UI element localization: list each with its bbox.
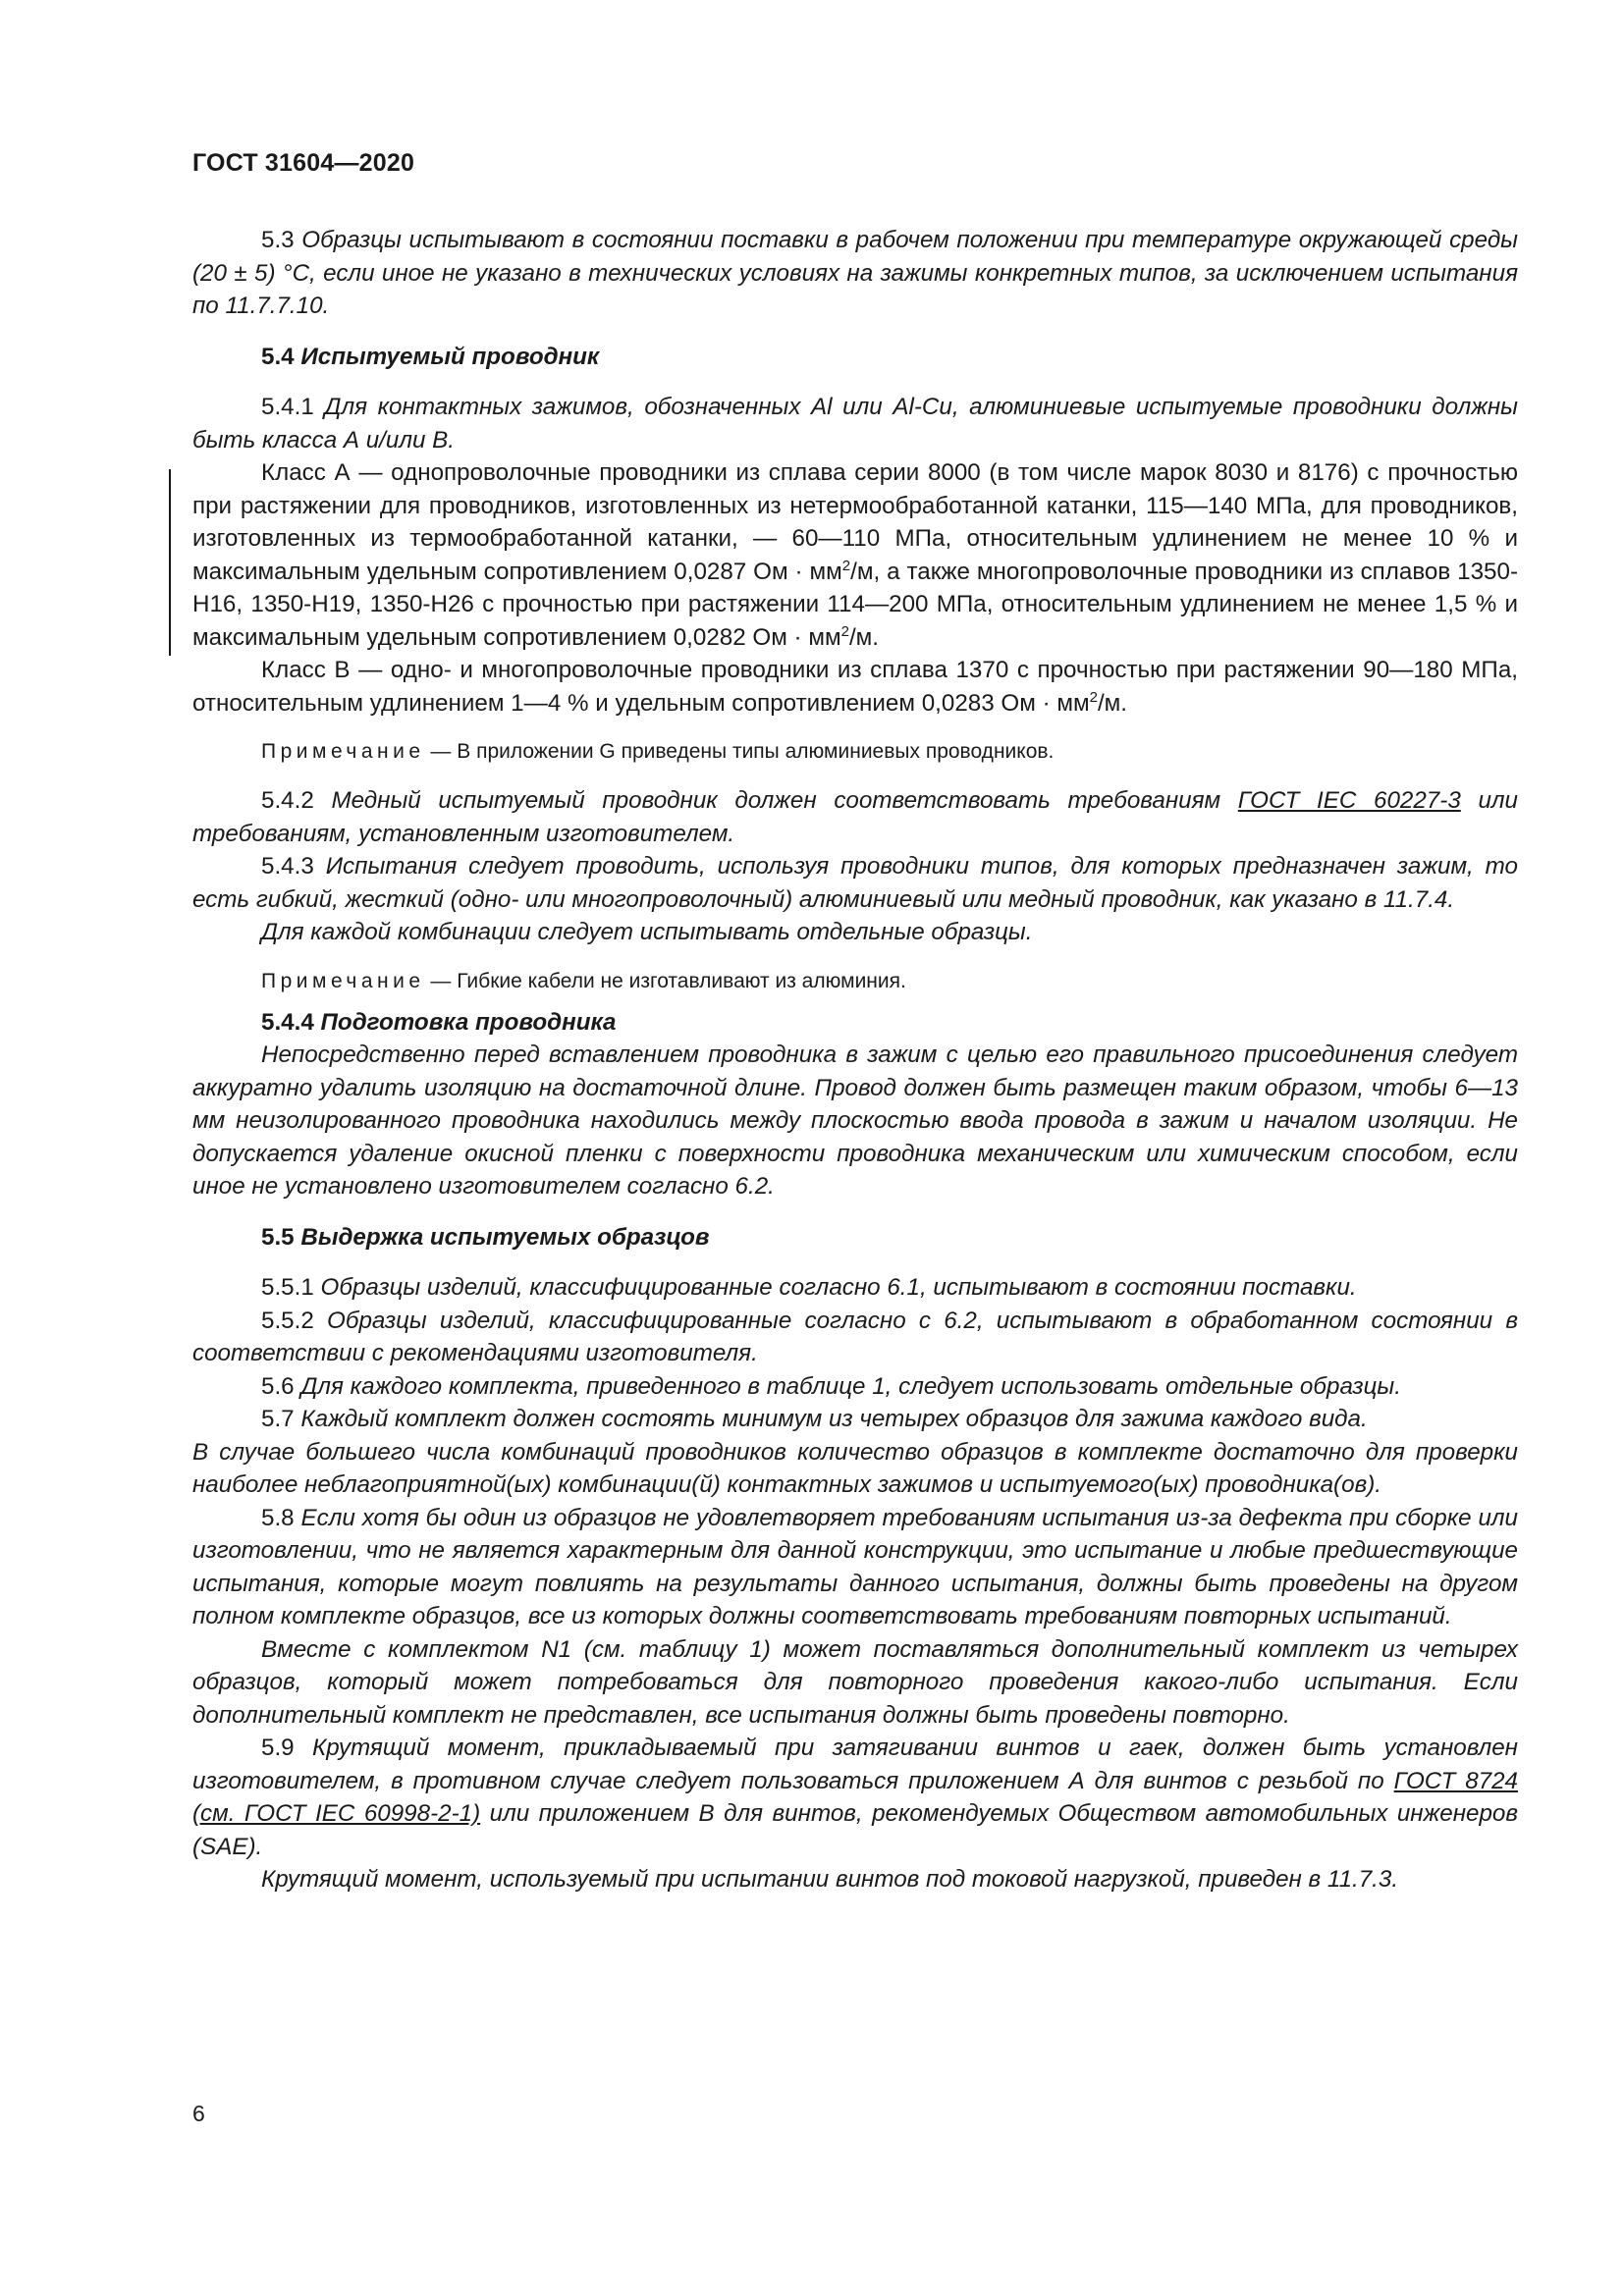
document-header: ГОСТ 31604—2020 (192, 149, 415, 177)
clause-5-6 (192, 1370, 1518, 1404)
clause-number: 5.4.2 (261, 787, 314, 814)
clause-text: или требованиям, установленным изготовителем. (192, 787, 1518, 847)
clause-5-4-3 (192, 850, 1518, 916)
clause-5-5-2 (192, 1305, 1518, 1370)
class-b-text-2: /м. (1097, 689, 1128, 717)
clause-text: Если хотя бы один из образцов не удовлетворяет требованиям испытания из-за дефекта при сборке или изготовлении, что не является характерным для данной конструкции, это испытание и любые предшествующие испытания, которые могут повлиять на результаты данного испытания, должны быть проведены на другом полном комплекте образцов, все из которых должны соответствовать требованиям повторных испытаний. (192, 1504, 1518, 1629)
section-5-5-heading (192, 1221, 1518, 1255)
section-5-4-4-heading (192, 1006, 1518, 1040)
section-number: 5.5 (261, 1223, 295, 1251)
section-5-4-heading (192, 341, 1518, 374)
note-label: Примечание (261, 740, 425, 763)
clause-number: 5.5.2 (261, 1307, 314, 1334)
class-a-paragraph (192, 456, 1518, 654)
clause-number: 5.7 (261, 1406, 295, 1432)
clause-number: 5.8 (261, 1504, 295, 1531)
clause-text: Для контактных зажимов, обозначенных Al или Al-Cu, алюминиевые испытуемые проводники должны быть класса А и/или В. (192, 394, 1518, 454)
clause-5-9-continued: Крутящий момент, используемый при испытании винтов под токовой нагрузкой, приведен в 11.7.3. (261, 1866, 1399, 1893)
note-text: — Гибкие кабели не изготавливают из алюминия. (430, 969, 906, 992)
section-number: 5.4 (261, 343, 295, 370)
class-b-paragraph (192, 654, 1518, 720)
section-number: 5.4.4 (261, 1008, 314, 1036)
section-title: Подготовка проводника (320, 1008, 617, 1036)
standard-link[interactable]: ГОСТ IEC 60227-3 (1237, 787, 1461, 814)
clause-number: 5.3 (261, 227, 295, 253)
clause-text: Крутящий момент, прикладываемый при затягивании винтов и гаек, должен быть установлен изготовителем, в противном случае следует пользоваться приложением А для винтов с резьбой по (192, 1735, 1518, 1794)
clause-5-9 (192, 1732, 1518, 1863)
clause-5-7 (192, 1403, 1518, 1436)
superscript: 2 (1089, 688, 1098, 706)
note-1 (192, 737, 1518, 767)
standard-link[interactable]: ГОСТ 8724 (см. ГОСТ IEC 60998-2-1) (192, 1767, 1518, 1827)
section-title: Выдержка испытуемых образцов (300, 1223, 710, 1251)
clause-number: 5.4.1 (261, 394, 314, 420)
clause-number: 5.4.3 (261, 853, 314, 880)
class-a-text-3: /м. (848, 623, 880, 651)
superscript: 2 (840, 622, 849, 640)
clause-5-4-3-continued: Для каждой комбинации следует испытывать отдельные образцы. (261, 919, 1033, 945)
clause-5-4-2 (192, 784, 1518, 850)
clause-5-8 (192, 1502, 1518, 1633)
clause-5-4-4: Непосредственно перед вставлением проводника в зажим с целью его правильного присоединения следует аккуратно удалить изоляцию на достаточной длине. Провод должен быть размещен таким образом, чтобы 6—13 мм неизолированного проводника находились между плоскостью ввода провода в зажим и началом изоляции. Не допускается удаление окисной пленки с поверхности проводника механическим или химическим способом, если иное не установлено изготовителем согласно 6.2. (192, 1041, 1518, 1200)
clause-5-8-continued: Вместе с комплектом N1 (см. таблицу 1) может поставляться дополнительный комплект из четырех образцов, который может потребоваться для повторного проведения какого-либо испытания. Если дополнительный комплект не представлен, все испытания должны быть проведены повторно. (192, 1635, 1518, 1729)
section-title: Испытуемый проводник (300, 343, 600, 370)
note-text: — В приложении G приведены типы алюминиевых проводников. (430, 740, 1055, 763)
clause-text: Испытания следует проводить, используя проводники типов, для которых предназначен зажим, то есть гибкий, жесткий (одно- или многопроволочный) алюминиевый или медный проводник, как указано в 11.7.4. (192, 853, 1518, 913)
note-2 (192, 967, 1518, 996)
clause-text: Каждый комплект должен состоять минимум из четырех образцов для зажима каждого вида. (300, 1406, 1368, 1432)
clause-text: Образцы испытывают в состоянии поставки в рабочем положении при температуре окружающей среды (20 ± 5) °С, если иное не указано в технических условиях на зажимы конкретных типов, за исключением испытания по 11.7.7.10. (192, 227, 1518, 319)
class-a-text-1: Класс А — однопроволочные проводники из сплава серии 8000 (в том числе марок 8030 и 8176) с прочностью при растяжении для проводников, изготовленных из нетермообработанной катанки, 115—140 МПа, для проводников, изготовленных из термообработанной катанки, — 60—110 МПа, относительным удлинением не менее 10 % и максимальным удельным сопротивлением 0,0287 Ом · мм (192, 459, 1518, 585)
clause-number: 5.6 (261, 1372, 295, 1400)
clause-number: 5.9 (261, 1735, 295, 1761)
note-label: Примечание (261, 969, 425, 992)
page-number: 6 (192, 2101, 205, 2126)
clause-text: Образцы изделий, классифицированные согласно 6.1, испытывают в состоянии поставки. (320, 1274, 1357, 1301)
document-body (192, 224, 1518, 1896)
clause-text: Для каждого комплекта, приведенного в таблице 1, следует использовать отдельные образцы. (300, 1372, 1401, 1400)
clause-5-5-1 (192, 1271, 1518, 1305)
clause-text: Образцы изделий, классифицированные согласно с 6.2, испытывают в обработанном состоянии в соответствии с рекомендациями изготовителя. (192, 1307, 1518, 1366)
change-bar (169, 469, 171, 656)
clause-text: или приложением В для винтов, рекомендуемых Обществом автомобильных инженеров (SAE). (192, 1800, 1518, 1860)
clause-5-4-1 (192, 391, 1518, 456)
class-a-text-2: /м, а также многопроволочные проводники из сплавов 1350-Н16, 1350-Н19, 1350-Н26 с прочностью при растяжении 114—200 МПа, относительным удлинением не менее 1,5 % и максимальным удельным сопротивлением 0,0282 Ом · мм (192, 558, 1518, 651)
class-b-text-1: Класс В — одно- и многопроволочные проводники из сплава 1370 с прочностью при растяжении 90—180 МПа, относительным удлинением 1—4 % и удельным сопротивлением 0,0283 Ом · мм (192, 657, 1518, 717)
clause-number: 5.5.1 (261, 1274, 314, 1301)
clause-text: Медный испытуемый проводник должен соответствовать требованиям (331, 787, 1221, 814)
clause-5-3 (192, 224, 1518, 323)
clause-5-7-continued: В случае большего числа комбинаций проводников количество образцов в комплекте достаточно для проверки наиболее неблагоприятной(ых) комбинации(й) контактных зажимов и испытуемого(ых) проводника(ов). (192, 1438, 1518, 1498)
superscript: 2 (841, 557, 851, 574)
